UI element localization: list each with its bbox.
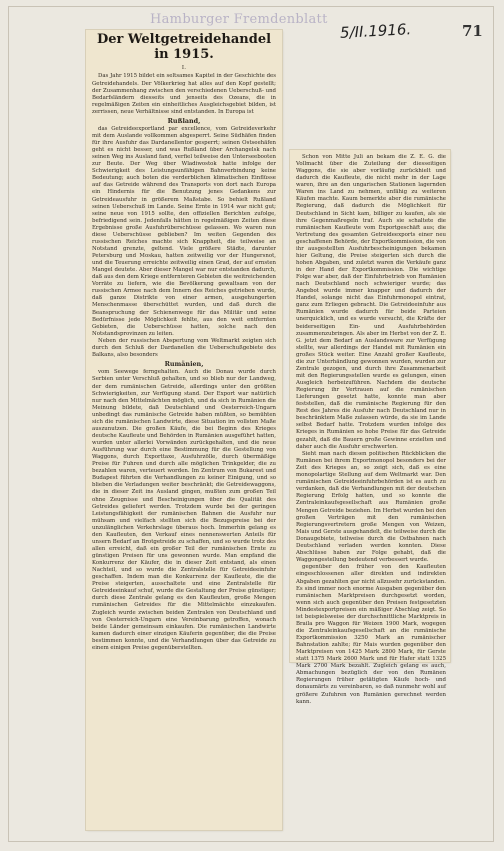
headline-line-1: Der Weltgetreidehandel [96, 32, 272, 47]
article-paragraph: Das Jahr 1915 bildet ein seltsames Kapitel in der Geschichte des Getreidehandels. Der Völkerkrieg hat alles auf den Kopf gestellt; der Zusammenhang zwischen den verschiedenen Ueberschuß- und Bedarfsländern diesseits und jenseits des Ozeans, die in regelmäßigen Zeiten ein einheitliches Ausgleichsgebiet bilden, ist zerrissen, neue Verhältnisse sind entstanden. In Europa ist [92, 73, 276, 115]
article-paragraph: Neben der russischen Abspertung vom Weltmarkt zeigten sich durch den Schluß der Dardanellen die Ueberschußgebiete des Balkans, also besonders [92, 338, 276, 359]
article-paragraph: das Getreideexportland par excellence, vom Getreideverkehr mit dem Auslande vollkommen abgesperrt. Seine Südhäfen finden für ihre Ausfuhr das Dardanellentor gesperrt; seinen Ostseehäfen geht es nicht besser, und was Rußland über Archangelsk nach seinen Weg ins Ausland fand, verfiel teilweise den Unterseebooten zur Beute. Der Weg über Wladiwostok hatte infolge der Schwierigkeit des Leistungsunfähigen Bahnverbindung keine Bedeutung; auch boten die verderblichen klimatischen Einflüsse auf das Getreide während des Transports von dort nach Europa ein Hindernis für die Benutzung jenes Gedankens zur Getreideausfuhr in größerem Maßstabe. So behielt Rußland seinen Ueberschuß im Lande. Seine Ernte in 1914 war nicht gut; seine neue von 1915 sollte, den offiziellen Berichten zufolge, befriedigend sein. Jedenfalls hätten in regelmäßigen Zeiten diese Ergebnisse große Ausfuhrüberschüsse gelassen. Wo waren nun diese Ueberschüsse geblieben? Im weiten Gegenden des russischen Reiches machte sich Knappheit, die teilweise an Notstand grenzte, geltend. Viele größere Städte, darunter Petersburg und Moskau, hatten zeitweilig vor der Hungersnot, und die Teuerung erreichte zeitweilig einen Grad, der auf ernsten Mangel deutete. Aber dieser Mangel war nur entstanden dadurch, daß aus den dem Kriege entfernteren Gebieten die weitreichenden Vorräte zu liefern, wie die Bevölkerung gewaltsam von der russischen Armee nach dem Innern des Reiches getrieben wurde, daß ganze Distrikte von einer armen, ausgehungerten Menschenmasse überschüttet wurden, und daß durch die Beanspruchung der Schienenwege für das Militär und seine Bedürfnisse jede Möglichkeit fehlte, aus den weit entfernten Gebieten, die Ueberschüsse hatten, solche nach den Notstandsprovinzen zu leiten. [92, 125, 276, 337]
section-heading-russland: Rußland, [167, 116, 201, 125]
article-paragraph: gegenüber den früher von den Kaufleuten eingeschlossenen aller direkten und indirekten Abgaben gezahlten gar nicht allzusehr zurückstanden. Es sind immer noch enorme Ausgaben gegenüber den rumänischen Marktpreisen durchgesetzt worden, wenn sich auch gegenüber den Preisen festgesetzten Mindestexportpreisen ein mäßiger Abschlag zeigt. So ist beispielsweise der durchschnittliche Marktpreis in Braila pro Waggon für Weizen 1900 Mark, wogegen die Zentraleinkaufsgesellschaft an die rumänische Exportkommission 3250 Mark an rumänischer Bahnstation zahlte; für Mais wurden gegenüber den Marktpreisen von 1425 Mark 2800 Mark, für Gerste statt 1375 Mark 2600 Mark und für Hafer statt 1325 Mark 2700 Mark bezahlt. Zugleich gelang es auch, Abmachungen bezüglich der von den Rumänen Regierungen früher getätigten Käufe hoch- und donaumärts zu vereinbaren, so daß nunmehr wohl auf größere Zufuhren von Rumänien gerechnet werden kann. [296, 564, 446, 705]
article-body-left [92, 64, 276, 824]
handwritten-date: 5/II.1916. [339, 20, 412, 42]
section-heading-rumaenien: Rumänien, [164, 360, 204, 369]
article-paragraph: Schon von Mitte Juli an bekam die Z. E. G. die Vollmacht über die Zuteilung der diesseitigen Waggons, die sie aber vorläufig zurückhielt und dadurch die Kaufleute, die nicht mehr in der Lage waren, ihre an den ungarischen Stationen lagernden Waren ins Land zu nehmen, unfähig zu weiteren Käufen machte. Kaum bemerkte aber die rumänische Regierung, daß dadurch die Möglichkeit für Deutschland in Sicht kam, billiger zu kaufen, als sie ihre Gegenmaßregeln traf. Auch sie schaltete die rumänischen Kaufleute vom Exportgeschäft aus; die Vertretung des gesamten Getreideexports einer neu geschaffenen Behörde, der Exportkommission, die von ihr ausgestellten Ausfuhrbescheinigungen bekamen hier Geltung, die Preise steigerten sich durch die hohen Abgaben, und zuletzt waren die Verkäufe ganz in der Hand der Exportkommission. Die wichtige Folge war aber, daß der Einfuhrbetrieb von Rumänien nach Deutschland noch schwieriger wurde; das Angebot wurde immer knapper und dadurch der Handel, solange nicht das Einfuhrmonopol eintrat, ganz zum Erliegen gebracht. Die Getreideeinfuhr aus Rumänien wurde dadurch für beide Parteien unerquicklich, und es wurde versucht, die Kräfte der beiderseitigen Ein- und Ausfuhrbehörden zusammenzubringen. Als aber im Herbst von der Z. E. G. jetzt dem Bedarf an Auslandsware zur Verfügung stellte, war allerdings der Handel mit Rumänien ein großes Stück weiter. Eine Anzahl großer Kaufleute, die zur Unterhändlung gewonnen wurden, wurden zur Zentrale gezogen, und durch ihre Zusammenarbeit mit den Regierungsstellen wurde es gelungen, einen Ausgleich herbeizuführen. Nachdem die deutsche Regierung ihr Vertrauen auf die rumänischen Lieferungen gesetzt hatte, konnte man aber feststellen, daß die rumänische Regierung für den Rest des Jahres die Ausfuhr nach Deutschland nur in beschränktem Maße zulassen würde, da sie im Lande selbst Bedarf hatte. Trotzdem wurden infolge des Krieges in Rumänien so hohe Preise für das Getreide gezahlt, daß die Bauern große Gewinne erzielten und daher auch die Ausfuhr erschwerten. [296, 154, 446, 450]
article-headline [94, 32, 274, 62]
article-paragraph: Sieht man nach diesen politischen Rückblicken die Rumänen bei ihrem Exportmonopol besonders bei der Zeit des Krieges an, so zeigt sich, daß es eine monopolartige Stellung auf dem Weltmarkt war. Den rumänischen Getreideeinfuhrbehörden ist es auch zu verdanken, daß die Verhandlungen mit der deutschen Regierung Erfolg hatten, und so konnte die Zentraleinkaufsgesellschaft aus Rumänien große Mengen Getreide beziehen. Im Herbst wurden bei den großen Verträgen mit den rumänischen Regierungsvertretern große Mengen von Weizen, Mais und Gerste ausgehandelt, die teilweise durch die Donaugebiete, teilweise durch die Ostbahnen nach Deutschland verladen werden konnten. Diese Abschlüsse haben zur Folge gehabt, daß die Waggongestellung bedeutend verbessert wurde. [296, 451, 446, 563]
article-body-right [296, 154, 446, 705]
headline-line-2: in 1915. [154, 47, 214, 62]
page-number: 71 [462, 22, 483, 40]
part-number: I. [181, 65, 187, 72]
newspaper-masthead-stamp: Hamburger Fremdenblatt [150, 12, 328, 27]
article-paragraph: vom Seewege ferngehalten. Auch die Donau wurde durch Serbien unter Verschluß gehalten, und so blieb nur der Landweg, der dem rumänischen Getreide, allerdings unter den größten Schwierigkeiten, zur Verfügung stand. Der Export war natürlich nur nach den Mittelmächten möglich, und da sich in Rumänien die Meinung bildete, daß Deutschland und Oesterreich-Ungarn unbedingt das rumänische Getreide haben müßten, so bemühten sich die rumänischen Landwirte, diese Situation im vollsten Maße auszunutzen. Die großen Käufe, die bei Beginn des Krieges deutsche Kaufleute und Behörden in Rumänien ausgeführt hatten, wurden unter allerlei Vorwänden zurückgehalten, und die neue Ausführung war durch eine Bestimmung für die Gestellung von Waggons, durch Exporttaxe, Ausfuhrzölle, durch übermäßige Preise für Fuhren und durch alle möglichen Trinkgelder, die zu bezahlen waren, verteuert worden. Im Zentrum von Bukarest und Budapest führten die Verhandlungen zu keiner Einigung, und so blieben die Verladungen weiter beschränkt; die Getreidewaggons, die in dieser Zeit ins Ausland gingen, mußten zum großen Teil ohne Zeugnisse und Bescheinigungen über die Qualität des Getreides geliefert werden. Trotzdem wurde bei der geringen Leistungsfähigkeit der rumänischen Bahnen die Ausfuhr nur mühsam und vielfach stellten sich die Bezugspreise bei der unzulänglichen Verkehrslage überaus hoch. Immerhin gelang es den Kaufleuten, den Verkauf eines nennenswerten Anteils für unsern Bedarf an Brotgetreide zu schaffen, und so wurde trotz des allen erreicht, daß ein großer Teil der rumänischen Ernte zu günstigen Preisen für uns gewonnen wurde. Man empfand die Konkurrenz der Käufer, die in dieser Zeit entstand, als einen Nachteil, und so wurde die Zentralstelle für Getreideeinfuhr geschaffen. Indem man die Konkurrenz der Kaufleute, die die Preise steigerten, ausschaltete und eine Zentralstelle für Getreideeinkauf schuf, wurde die Gestaltung der Preise günstiger; durch diese Zentrale gelang es den Kaufleuten, große Mengen rumänischen Getreides für die Mittelmächte einzukaufen. Zugleich wurde zwischen beiden Zentralen von Deutschland und von Oesterreich-Ungarn eine Vereinbarung getroffen, wonach beide Länder gemeinsam einkaufen. Die rumänischen Landwirte kamen dadurch einer einzigen Käuferin gegenüber, die die Preise bestimmen konnte, und die Verhandlungen über das Getreide zu einem einigen Preise gegenüberstellten. [92, 369, 276, 651]
